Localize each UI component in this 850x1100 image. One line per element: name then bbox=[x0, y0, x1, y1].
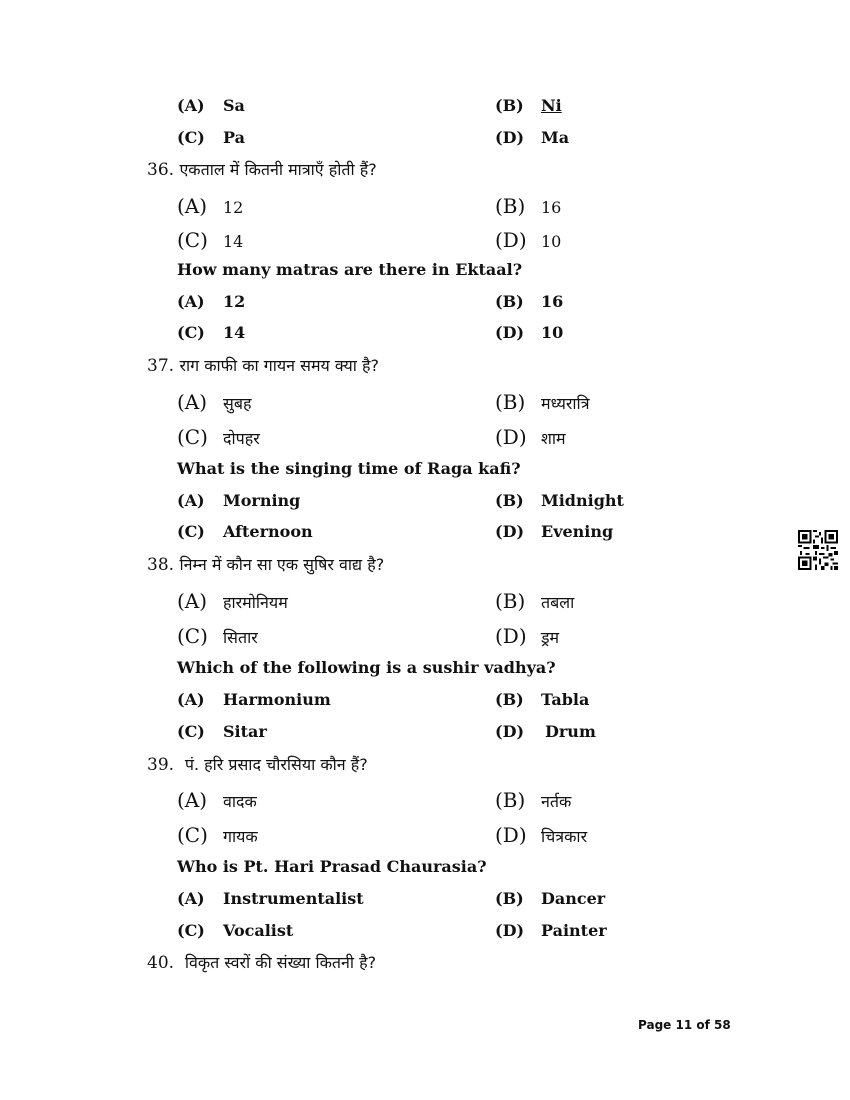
q39-hindi-question: 39. पं. हरि प्रसाद चौरसिया कौन हैं? bbox=[147, 755, 368, 775]
q36-hindi-option-a: (A) 12 bbox=[177, 194, 244, 218]
q36-english-option-c: (C) 14 bbox=[177, 323, 246, 342]
q38-english-option-b: (B) Tabla bbox=[495, 690, 590, 709]
q38-hindi-question: 38. निम्न में कौन सा एक सुषिर वाद्य है? bbox=[147, 555, 385, 575]
q35-option-b: (B) Ni bbox=[495, 96, 562, 115]
q38-hindi-option-a: (A) हारमोनियम bbox=[177, 589, 288, 613]
q37-hindi-option-a: (A) सुबह bbox=[177, 390, 252, 414]
q36-english-option-b: (B) 16 bbox=[495, 292, 564, 311]
q37-hindi-option-d: (D) शाम bbox=[495, 425, 566, 449]
q39-english-option-a: (A) Instrumentalist bbox=[177, 889, 364, 908]
q39-english-question: Who is Pt. Hari Prasad Chaurasia? bbox=[177, 857, 487, 876]
q36-english-question: How many matras are there in Ektaal? bbox=[177, 260, 523, 279]
q37-english-question: What is the singing time of Raga kafi? bbox=[177, 459, 521, 478]
q37-hindi-question: 37. राग काफी का गायन समय क्या है? bbox=[147, 356, 379, 376]
q39-hindi-option-c: (C) गायक bbox=[177, 823, 258, 847]
page-number: Page 11 of 58 bbox=[638, 1018, 731, 1032]
q36-hindi-option-b: (B) 16 bbox=[495, 194, 562, 218]
q37-english-option-b: (B) Midnight bbox=[495, 491, 624, 510]
q39-english-option-c: (C) Vocalist bbox=[177, 921, 294, 940]
q35-option-c: (C) Pa bbox=[177, 128, 245, 147]
q37-hindi-option-c: (C) दोपहर bbox=[177, 425, 260, 449]
q35-option-a: (A) Sa bbox=[177, 96, 245, 115]
q38-hindi-option-b: (B) तबला bbox=[495, 589, 575, 613]
q35-option-d: (D) Ma bbox=[495, 128, 570, 147]
q37-english-option-c: (C) Afternoon bbox=[177, 522, 313, 541]
q39-hindi-option-a: (A) वादक bbox=[177, 788, 257, 812]
q38-english-option-d: (D) Drum bbox=[495, 722, 596, 741]
q39-english-option-b: (B) Dancer bbox=[495, 889, 606, 908]
q38-hindi-option-c: (C) सितार bbox=[177, 624, 258, 648]
q37-english-option-a: (A) Morning bbox=[177, 491, 301, 510]
q39-hindi-option-d: (D) चित्रकार bbox=[495, 823, 588, 847]
q38-hindi-option-d: (D) ड्रम bbox=[495, 624, 560, 648]
q37-english-option-d: (D) Evening bbox=[495, 522, 614, 541]
q39-hindi-option-b: (B) नर्तक bbox=[495, 788, 572, 812]
qr-code bbox=[798, 530, 838, 570]
q36-english-option-d: (D) 10 bbox=[495, 323, 564, 342]
q40-hindi-question: 40. विकृत स्वरों की संख्या कितनी है? bbox=[147, 953, 377, 973]
q36-hindi-option-c: (C) 14 bbox=[177, 228, 244, 252]
q38-english-option-a: (A) Harmonium bbox=[177, 690, 331, 709]
q37-hindi-option-b: (B) मध्यरात्रि bbox=[495, 390, 590, 414]
q38-english-option-c: (C) Sitar bbox=[177, 722, 267, 741]
q36-english-option-a: (A) 12 bbox=[177, 292, 246, 311]
q36-hindi-question: 36. एकताल में कितनी मात्राएँ होती हैं? bbox=[147, 160, 377, 180]
q36-hindi-option-d: (D) 10 bbox=[495, 228, 562, 252]
q38-english-question: Which of the following is a sushir vadhya? bbox=[177, 658, 556, 677]
q39-english-option-d: (D) Painter bbox=[495, 921, 607, 940]
